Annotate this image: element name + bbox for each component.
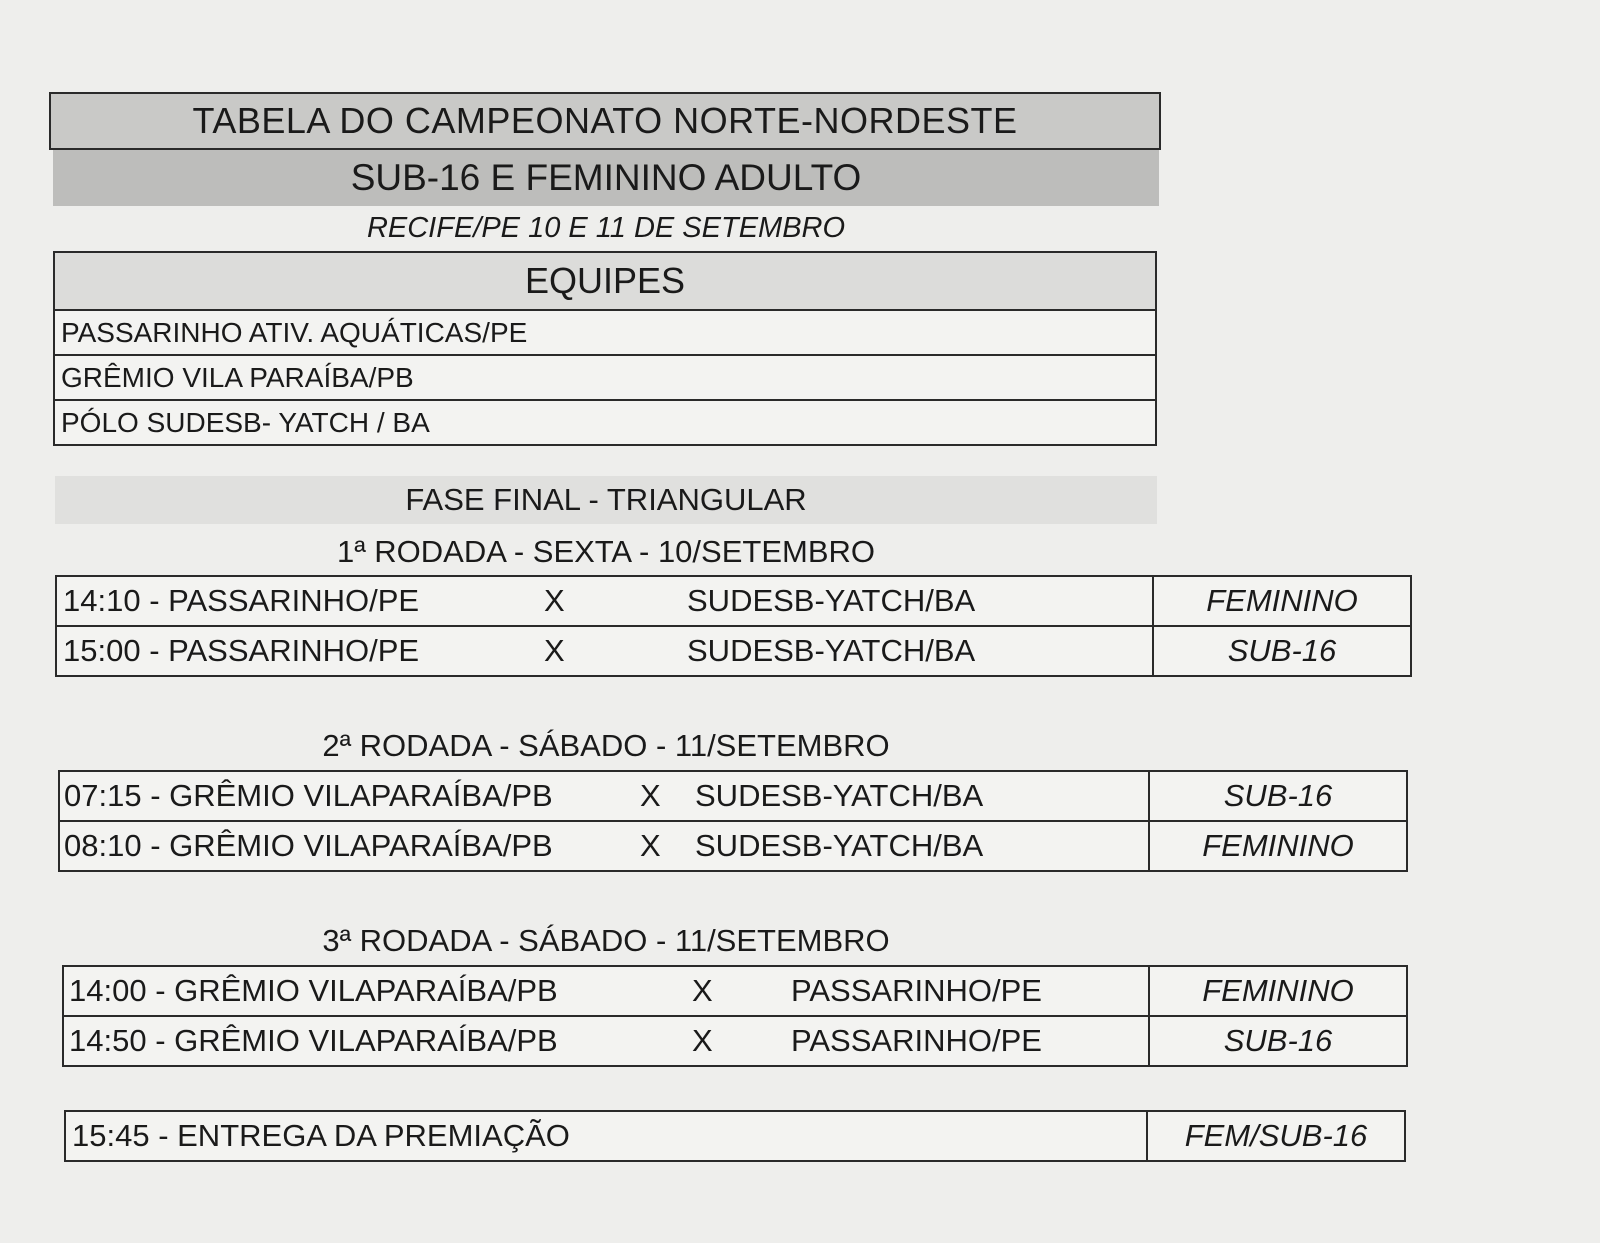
- awards-row: [66, 1112, 1404, 1162]
- match-versus: X: [544, 633, 565, 668]
- match-opponent: SUDESB-YATCH/BA: [687, 583, 976, 618]
- round-2-title: 2ª RODADA - SÁBADO - 11/SETEMBRO: [322, 728, 890, 763]
- match-versus: X: [640, 828, 661, 863]
- match-category: FEMININO: [1148, 822, 1406, 870]
- team-row: GRÊMIO VILA PARAÍBA/PB: [55, 356, 1155, 401]
- match-versus: X: [692, 973, 713, 1008]
- round-3-title: 3ª RODADA - SÁBADO - 11/SETEMBRO: [322, 923, 890, 958]
- match-opponent: SUDESB-YATCH/BA: [695, 778, 984, 813]
- match-time-team: 14:00 - GRÊMIO VILAPARAÍBA/PB: [69, 973, 558, 1008]
- awards-label: 15:45 - ENTREGA DA PREMIAÇÃO: [72, 1118, 570, 1153]
- match-category: SUB-16: [1148, 1017, 1406, 1065]
- match-opponent: PASSARINHO/PE: [791, 1023, 1042, 1058]
- match-time-team: 15:00 - PASSARINHO/PE: [63, 633, 420, 668]
- event-location-date: RECIFE/PE 10 E 11 DE SETEMBRO: [366, 211, 846, 244]
- match-row: [60, 822, 1406, 872]
- match-time-team: 14:50 - GRÊMIO VILAPARAÍBA/PB: [69, 1023, 558, 1058]
- match-category: SUB-16: [1148, 772, 1406, 820]
- match-category: FEMININO: [1148, 967, 1406, 1015]
- document-subtitle: SUB-16 E FEMININO ADULTO: [53, 150, 1159, 206]
- match-time-team: 14:10 - PASSARINHO/PE: [63, 583, 420, 618]
- match-category: SUB-16: [1152, 627, 1410, 675]
- match-row: [64, 1017, 1406, 1067]
- match-versus: X: [640, 778, 661, 813]
- match-row: [57, 577, 1410, 627]
- awards-category: FEM/SUB-16: [1146, 1112, 1404, 1160]
- document-title: TABELA DO CAMPEONATO NORTE-NORDESTE: [49, 92, 1161, 150]
- team-row: PASSARINHO ATIV. AQUÁTICAS/PE: [55, 311, 1155, 356]
- teams-table: [53, 251, 1157, 446]
- match-row: [60, 772, 1406, 822]
- match-versus: X: [544, 583, 565, 618]
- team-row: PÓLO SUDESB- YATCH / BA: [55, 401, 1155, 446]
- match-time-team: 08:10 - GRÊMIO VILAPARAÍBA/PB: [64, 828, 553, 863]
- round-1-title: 1ª RODADA - SEXTA - 10/SETEMBRO: [336, 534, 876, 569]
- match-row: [57, 627, 1410, 677]
- round-2-table: [58, 770, 1408, 872]
- match-opponent: SUDESB-YATCH/BA: [687, 633, 976, 668]
- match-opponent: SUDESB-YATCH/BA: [695, 828, 984, 863]
- round-1-table: [55, 575, 1412, 677]
- round-3-table: [62, 965, 1408, 1067]
- match-category: FEMININO: [1152, 577, 1410, 625]
- awards-table: [64, 1110, 1406, 1162]
- teams-heading: EQUIPES: [55, 253, 1155, 311]
- match-opponent: PASSARINHO/PE: [791, 973, 1042, 1008]
- match-versus: X: [692, 1023, 713, 1058]
- match-time-team: 07:15 - GRÊMIO VILAPARAÍBA/PB: [64, 778, 553, 813]
- match-row: [64, 967, 1406, 1017]
- phase-title: FASE FINAL - TRIANGULAR: [55, 476, 1157, 524]
